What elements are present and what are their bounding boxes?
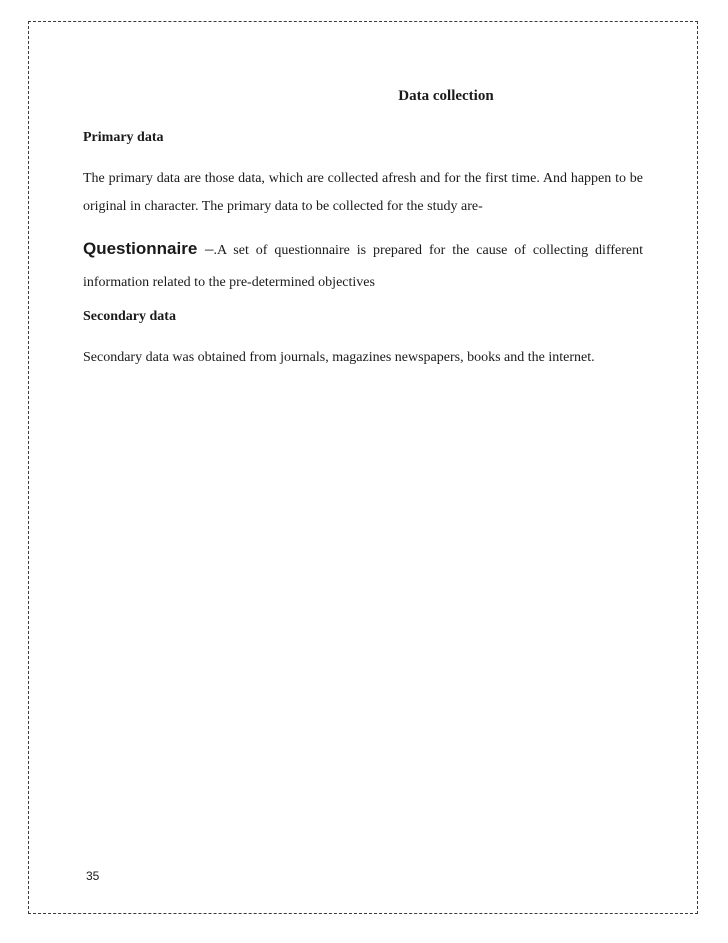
page-title: Data collection [398, 88, 494, 104]
primary-data-paragraph: The primary data are those data, which are collected afresh and for the first time. And happen to be original in character. The primary data to be collected for the study are- [83, 171, 643, 214]
secondary-data-heading: Secondary data [83, 309, 176, 324]
questionnaire-text: .A set of questionnaire is prepared for the cause of collecting different information related to the pre-determined objectives [83, 243, 643, 290]
questionnaire-paragraph [83, 233, 643, 299]
document-body [83, 86, 643, 384]
primary-data-heading: Primary data [83, 130, 164, 145]
secondary-data-paragraph: Secondary data was obtained from journals, magazines newspapers, books and the internet. [83, 350, 595, 365]
questionnaire-term: Questionnaire [83, 239, 198, 258]
questionnaire-dash: – [197, 239, 214, 258]
page-number: 35 [86, 869, 100, 883]
